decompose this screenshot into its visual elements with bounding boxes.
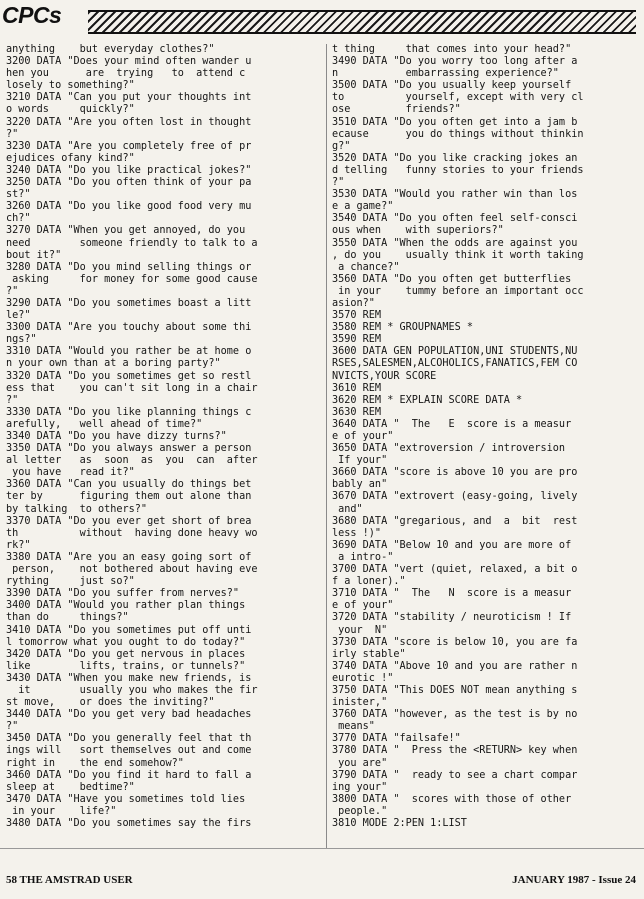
code-line: asking for money for some good cause <box>6 273 258 285</box>
code-line: 3600 DATA GEN POPULATION,UNI STUDENTS,NU <box>332 346 578 358</box>
code-line: ?" <box>332 177 345 189</box>
code-line: 3250 DATA "Do you often think of your pa <box>6 177 252 189</box>
code-line: st?" <box>6 189 31 201</box>
code-line: ter by figuring them out alone than <box>6 491 252 503</box>
code-line: 3570 REM <box>332 310 382 322</box>
code-line: ?" <box>6 285 19 297</box>
code-line: 3220 DATA "Are you often lost in thought <box>6 116 252 128</box>
code-line: sleep at bedtime?" <box>6 781 135 793</box>
code-line: your N" <box>332 624 388 636</box>
code-line: less !)" <box>332 527 382 539</box>
code-line: 3380 DATA "Are you an easy going sort of <box>6 551 252 563</box>
code-line: means" <box>332 721 375 733</box>
code-line: f a loner)." <box>332 576 406 588</box>
code-line: 3540 DATA "Do you often feel self-consci <box>332 213 578 225</box>
code-line: 3740 DATA "Above 10 and you are rather n <box>332 660 578 672</box>
code-line: 3270 DATA "When you get annoyed, do you <box>6 225 246 237</box>
code-line: 3630 REM <box>332 406 382 418</box>
listing-column-right <box>332 44 640 849</box>
code-line: eurotic !" <box>332 672 394 684</box>
code-line: hen you are trying to attend c <box>6 68 246 80</box>
column-divider <box>326 44 327 849</box>
code-line: 3710 DATA " The N score is a measur <box>332 588 572 600</box>
code-line: 3230 DATA "Are you completely free of pr <box>6 140 252 152</box>
code-line: 3440 DATA "Do you get very bad headaches <box>6 709 252 721</box>
code-line: in your life?" <box>6 805 117 817</box>
code-line: 3610 REM <box>332 382 382 394</box>
code-line: 3420 DATA "Do you get nervous in places <box>6 648 246 660</box>
code-line: ?" <box>6 128 19 140</box>
page-footer <box>0 872 644 892</box>
code-line: in your tummy before an important occ <box>332 285 584 297</box>
code-line: 3510 DATA "Do you often get into a jam b <box>332 116 578 128</box>
code-line: 3470 DATA "Have you sometimes told lies <box>6 793 246 805</box>
code-line: 3300 DATA "Are you touchy about some thi <box>6 322 252 334</box>
code-line: 3490 DATA "Do you worry too long after a <box>332 56 578 68</box>
code-line: people." <box>332 805 388 817</box>
code-line: 3760 DATA "however, as the test is by no <box>332 709 578 721</box>
code-line: t thing that comes into your head?" <box>332 44 572 55</box>
footer-page-magazine: 58 THE AMSTRAD USER <box>6 874 133 886</box>
code-line: 3790 DATA " ready to see a chart compar <box>332 769 578 781</box>
code-line: 3530 DATA "Would you rather win than los <box>332 189 578 201</box>
code-line: 3700 DATA "vert (quiet, relaxed, a bit o <box>332 564 578 576</box>
code-line: 3360 DATA "Can you usually do things bet <box>6 479 252 491</box>
code-line: ing your" <box>332 781 388 793</box>
page-header <box>0 0 644 42</box>
code-line: If your" <box>332 455 388 467</box>
code-line: 3260 DATA "Do you like good food very mu <box>6 201 252 213</box>
code-line: ?" <box>6 721 19 733</box>
code-line: th without having done heavy wo <box>6 527 258 539</box>
code-line: right in the end somehow?" <box>6 757 184 769</box>
code-line: ngs?" <box>6 334 37 346</box>
code-line: g?" <box>332 140 351 152</box>
code-line: anything but everyday clothes?" <box>6 44 215 55</box>
code-line: 3310 DATA "Would you rather be at home o <box>6 346 252 358</box>
code-line: 3560 DATA "Do you often get butterflies <box>332 273 572 285</box>
code-line: a intro-" <box>332 551 394 563</box>
code-line: 3650 DATA "extroversion / introversion <box>332 443 566 455</box>
code-line: by talking to others?" <box>6 503 148 515</box>
code-line: bably an" <box>332 479 388 491</box>
code-line: 3340 DATA "Do you have dizzy turns?" <box>6 431 227 442</box>
code-line: person, not bothered about having eve <box>6 564 258 576</box>
code-line: 3400 DATA "Would you rather plan things <box>6 600 246 612</box>
code-line: 3720 DATA "stability / neuroticism ! If <box>332 612 572 624</box>
code-line: o words quickly?" <box>6 104 135 116</box>
code-line: 3550 DATA "When the odds are against you <box>332 237 578 249</box>
listing-column-left <box>6 44 324 849</box>
code-line: ous when with superiors?" <box>332 225 504 237</box>
code-line: 3730 DATA "score is below 10, you are fa <box>332 636 578 648</box>
code-line: rk?" <box>6 539 31 551</box>
code-line: 3810 MODE 2:PEN 1:LIST <box>332 818 467 829</box>
code-line: 3390 DATA "Do you suffer from nerves?" <box>6 588 240 600</box>
code-line: ose friends?" <box>332 104 461 116</box>
code-line: 3800 DATA " scores with those of other <box>332 793 572 805</box>
code-line: 3210 DATA "Can you put your thoughts int <box>6 92 252 104</box>
code-line: to yourself, except with very cl <box>332 92 584 104</box>
code-line: ch?" <box>6 213 31 225</box>
code-line: arefully, well ahead of time?" <box>6 418 203 430</box>
code-line: 3670 DATA "extrovert (easy-going, lively <box>332 491 578 503</box>
code-line: 3330 DATA "Do you like planning things c <box>6 406 252 418</box>
code-line: 3290 DATA "Do you sometimes boast a litt <box>6 297 252 309</box>
code-line: e of your" <box>332 600 394 612</box>
code-line: e of your" <box>332 431 394 442</box>
code-line: 3590 REM <box>332 334 382 346</box>
code-line: 3280 DATA "Do you mind selling things or <box>6 261 252 273</box>
code-line: d telling funny stories to your friends <box>332 164 584 176</box>
code-line: n your own than at a boring party?" <box>6 358 221 370</box>
code-line: 3680 DATA "gregarious, and a bit rest <box>332 515 578 527</box>
code-line: 3580 REM * GROUPNAMES * <box>332 322 474 334</box>
code-line: 3200 DATA "Does your mind often wander u <box>6 56 252 68</box>
code-line: like lifts, trains, or tunnels?" <box>6 660 246 672</box>
code-line: 3460 DATA "Do you find it hard to fall a <box>6 769 252 781</box>
code-line: 3620 REM * EXPLAIN SCORE DATA * <box>332 394 523 406</box>
code-line: 3350 DATA "Do you always answer a person <box>6 443 252 455</box>
footer-issue-date: JANUARY 1987 - Issue 24 <box>512 874 636 886</box>
code-line: 3500 DATA "Do you usually keep yourself <box>332 80 572 92</box>
code-line: 3240 DATA "Do you like practical jokes?" <box>6 164 252 176</box>
code-line: it usually you who makes the fir <box>6 684 258 696</box>
code-line: rything just so?" <box>6 576 135 588</box>
code-line: al letter as soon as you can after <box>6 455 258 467</box>
code-line: 3690 DATA "Below 10 and you are more of <box>332 539 572 551</box>
code-line: 3660 DATA "score is above 10 you are pro <box>332 467 578 479</box>
code-line: 3480 DATA "Do you sometimes say the firs <box>6 818 252 829</box>
code-line: than do things?" <box>6 612 129 624</box>
code-line: 3320 DATA "Do you sometimes get so restl <box>6 370 252 382</box>
footer-rule <box>0 848 644 849</box>
code-line: need someone friendly to talk to a <box>6 237 258 249</box>
code-line: you are" <box>332 757 388 769</box>
code-line: ings will sort themselves out and come <box>6 745 252 757</box>
code-line: 3370 DATA "Do you ever get short of brea <box>6 515 252 527</box>
header-hatch-band <box>88 10 636 34</box>
code-line: 3430 DATA "When you make new friends, is <box>6 672 252 684</box>
code-line: ecause you do things without thinkin <box>332 128 584 140</box>
code-line: n embarrassing experience?" <box>332 68 559 80</box>
code-line: NVICTS,YOUR SCORE <box>332 370 437 382</box>
code-line: asion?" <box>332 297 375 309</box>
code-line: a chance?" <box>332 261 400 273</box>
code-line: losely to something?" <box>6 80 135 92</box>
code-line: 3640 DATA " The E score is a measur <box>332 418 572 430</box>
code-line: 3750 DATA "This DOES NOT mean anything s <box>332 684 578 696</box>
code-line: RSES,SALESMEN,ALCOHOLICS,FANATICS,FEM CO <box>332 358 578 370</box>
section-logo: CPCs <box>2 2 62 28</box>
code-line: 3410 DATA "Do you sometimes put off unti <box>6 624 252 636</box>
code-line: l tomorrow what you ought to do today?" <box>6 636 246 648</box>
code-line: , do you usually think it worth taking <box>332 249 584 261</box>
code-line: ejudices ofany kind?" <box>6 152 135 164</box>
code-line: 3520 DATA "Do you like cracking jokes an <box>332 152 578 164</box>
code-line: 3770 DATA "failsafe!" <box>332 733 461 745</box>
code-line: 3780 DATA " Press the <RETURN> key when <box>332 745 578 757</box>
code-line: ?" <box>6 394 19 406</box>
code-line: st move, or does the inviting?" <box>6 697 215 709</box>
code-line: irly stable" <box>332 648 406 660</box>
code-line: you have read it?" <box>6 467 135 479</box>
code-line: le?" <box>6 310 31 322</box>
code-line: ess that you can't sit long in a chair <box>6 382 258 394</box>
code-line: bout it?" <box>6 249 62 261</box>
code-line: 3450 DATA "Do you generally feel that th <box>6 733 252 745</box>
code-line: and" <box>332 503 363 515</box>
code-line: e a game?" <box>332 201 394 213</box>
code-line: inister," <box>332 697 388 709</box>
